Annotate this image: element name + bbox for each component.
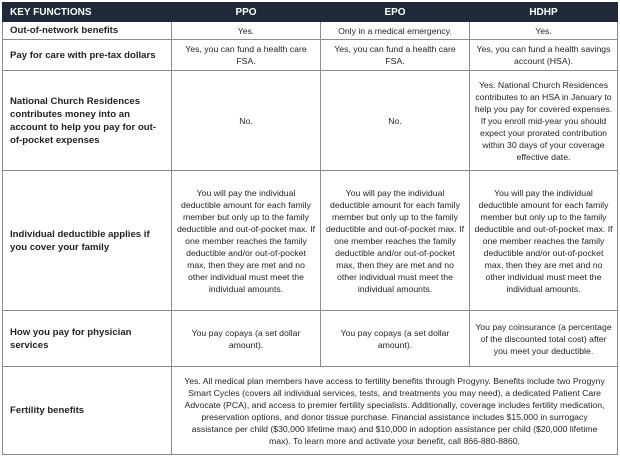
cell-ppo: Yes, you can fund a health care FSA. bbox=[172, 40, 321, 71]
cell-ppo: Yes. bbox=[172, 22, 321, 40]
table-row bbox=[3, 22, 618, 40]
cell-hdhp: You will pay the individual deductible amount for each family member but only up to the family deductible and out-of-pocket max. If one member reaches the family deductible and/or out-of-pocket max, then they are met and no other individual must meet the individual amounts. bbox=[470, 171, 618, 311]
table-header-row bbox=[3, 3, 618, 22]
table-row bbox=[3, 311, 618, 367]
header-ppo: PPO bbox=[172, 3, 321, 22]
cell-epo: Yes, you can fund a health care FSA. bbox=[321, 40, 470, 71]
header-hdhp: HDHP bbox=[470, 3, 618, 22]
table-row bbox=[3, 367, 618, 455]
table-row bbox=[3, 171, 618, 311]
cell-hdhp: Yes. National Church Residences contributes to an HSA in January to help you pay for covered expenses. If you enroll mid-year you should expect your prorated contribution within 30 days of your coverage effective date. bbox=[470, 71, 618, 171]
row-label-out-of-network: Out-of-network benefits bbox=[3, 22, 172, 40]
table-row bbox=[3, 71, 618, 171]
row-label-account-contribution: National Church Residences contributes money into an account to help you pay for out-of-pocket expenses bbox=[3, 71, 172, 171]
row-label-pre-tax: Pay for care with pre-tax dollars bbox=[3, 40, 172, 71]
row-label-individual-deductible: Individual deductible applies if you cover your family bbox=[3, 171, 172, 311]
cell-hdhp: Yes. bbox=[470, 22, 618, 40]
cell-ppo: You pay copays (a set dollar amount). bbox=[172, 311, 321, 367]
table-row bbox=[3, 40, 618, 71]
cell-epo: You will pay the individual deductible amount for each family member but only up to the family deductible and out-of-pocket max. If one member reaches the family deductible and/or out-of-pocket max, then they are met and no other individual must meet the individual amounts. bbox=[321, 171, 470, 311]
cell-ppo: You will pay the individual deductible amount for each family member but only up to the family deductible and out-of-pocket max. If one member reaches the family deductible and/or out-of-pocket max, then they are met and no other individual must meet the individual amounts. bbox=[172, 171, 321, 311]
cell-hdhp: You pay coinsurance (a percentage of the discounted total cost) after you meet your deductible. bbox=[470, 311, 618, 367]
cell-epo: No. bbox=[321, 71, 470, 171]
row-label-fertility: Fertility benefits bbox=[3, 367, 172, 455]
benefits-comparison-table bbox=[2, 2, 618, 455]
cell-ppo: No. bbox=[172, 71, 321, 171]
cell-epo: You pay copays (a set dollar amount). bbox=[321, 311, 470, 367]
header-epo: EPO bbox=[321, 3, 470, 22]
fertility-description: Yes. All medical plan members have access to fertility benefits through Progyny. Benefits include two Progyny Smart Cycles (covers all individual services, tests, and treatments you may need), a dedicated Patient Care Advocate (PCA), and access to premier fertility specialists. Additionally, coverage includes fertility medication, preservation options, and donor tissue purchase. Financial assistance includes $15,000 in surrogacy assistance per child ($30,000 lifetime max) and $10,000 in adoption assistance per child ($20,000 lifetime max). To learn more and activate your benefit, call 866-880-8860. bbox=[172, 367, 618, 455]
cell-epo: Only in a medical emergency. bbox=[321, 22, 470, 40]
cell-hdhp: Yes, you can fund a health savings account (HSA). bbox=[470, 40, 618, 71]
row-label-physician-services: How you pay for physician services bbox=[3, 311, 172, 367]
header-key-functions: KEY FUNCTIONS bbox=[3, 3, 172, 22]
